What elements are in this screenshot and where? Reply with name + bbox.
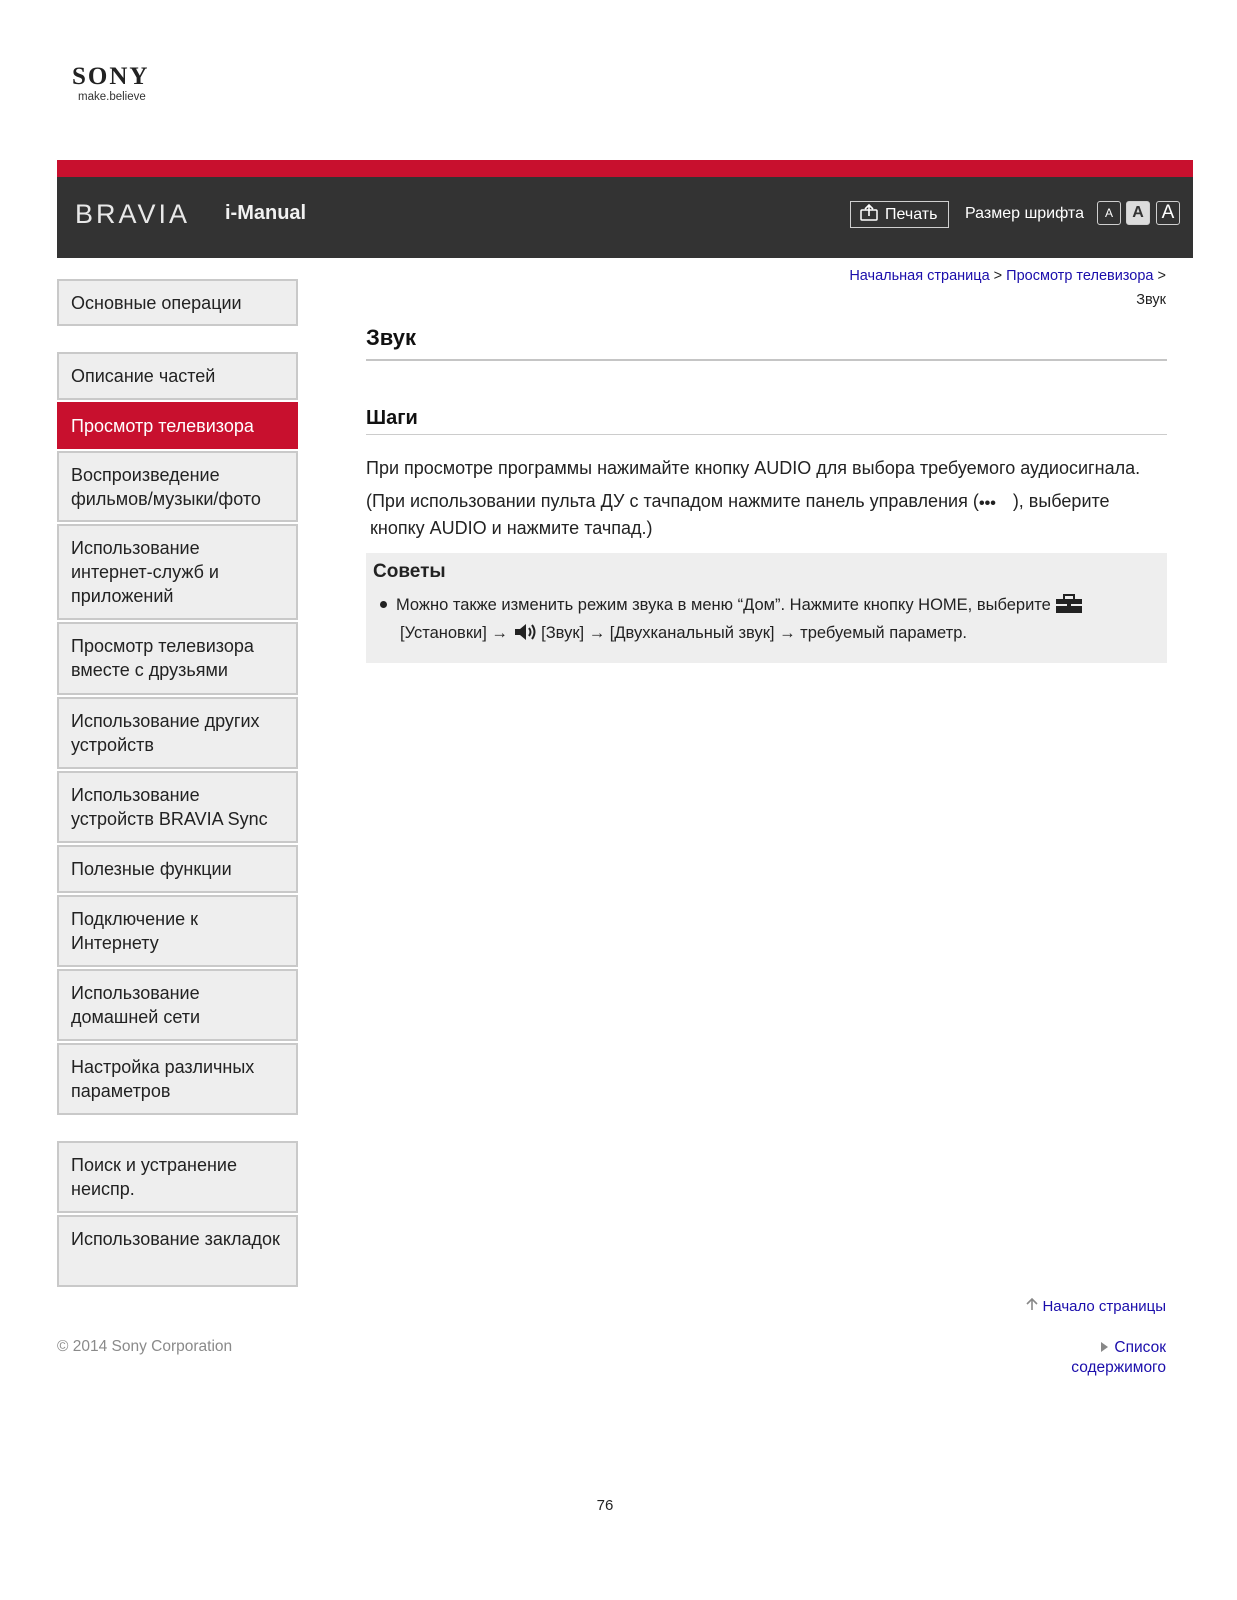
tips-heading: Советы (373, 561, 446, 582)
arrow-up-icon (1026, 1297, 1038, 1315)
contents-list-link[interactable] (1046, 1338, 1166, 1378)
font-size-small-button[interactable]: A (1097, 201, 1121, 225)
breadcrumb-parent-link[interactable]: Просмотр телевизора (1006, 268, 1154, 284)
contents-list-label: Список содержимого (1071, 1339, 1166, 1376)
tip-rest: [Звук] → [Двухканальный звук] → требуемый параметр. (541, 624, 967, 642)
breadcrumb-separator: > (993, 268, 1003, 284)
sidebar-item-useful-functions[interactable]: Полезные функции (57, 845, 298, 893)
sidebar-item-bookmarks[interactable]: Использование закладок (57, 1215, 298, 1287)
bullet-icon (380, 601, 387, 608)
page-top-label: Начало страницы (1042, 1297, 1166, 1315)
sidebar-item-watching-tv[interactable]: Просмотр телевизора (57, 402, 298, 449)
font-size-large-button[interactable]: A (1156, 201, 1180, 225)
page-title: Звук (366, 320, 1167, 361)
breadcrumb-separator: > (1157, 268, 1166, 284)
sidebar-item-internet-connection[interactable]: Подключение к Интернету (57, 895, 298, 967)
triangle-right-icon (1101, 1342, 1108, 1352)
sidebar-item-troubleshooting[interactable]: Поиск и устранение неиспр. (57, 1141, 298, 1213)
touchpad-note-end: ), выберите (1012, 491, 1110, 511)
tip-item (373, 593, 1159, 649)
tip-settings: [Установки] → (400, 624, 508, 642)
control-bar-icon (979, 494, 1013, 517)
font-size-medium-button[interactable]: A (1126, 201, 1150, 225)
touchpad-note-start: (При использовании пульта ДУ с тачпадом нажмите панель управления ( (366, 491, 979, 511)
print-label: Печать (885, 205, 938, 223)
sidebar-item-basic-operations[interactable]: Основные операции (57, 279, 298, 326)
breadcrumb-current: Звук (1136, 292, 1166, 308)
touchpad-note (366, 490, 1167, 540)
tip-line1: Можно также изменить режим звука в меню “Дом”. Нажмите кнопку HOME, выберите (396, 596, 1051, 614)
app-title: i-Manual (225, 202, 307, 224)
header-bar (57, 177, 1193, 258)
breadcrumb-home-link[interactable]: Начальная страница (849, 268, 990, 284)
speaker-icon (513, 622, 537, 649)
sony-brand: SONY (72, 63, 150, 90)
sony-logo (72, 64, 149, 104)
sidebar-item-parts-description[interactable]: Описание частей (57, 352, 298, 400)
sidebar-item-watch-with-friends[interactable]: Просмотр телевизора вместе с друзьями (57, 622, 298, 695)
touchpad-note-line2: кнопку AUDIO и нажмите тачпад.) (370, 518, 653, 538)
sidebar-item-internet-services[interactable]: Использование интернет-служб и приложений (57, 524, 298, 620)
print-button[interactable] (850, 201, 949, 228)
tips-box (366, 553, 1167, 663)
step-text: При просмотре программы нажимайте кнопку AUDIO для выбора требуемого аудиосигнала. (366, 458, 1141, 478)
breadcrumb (766, 264, 1166, 312)
print-icon (859, 203, 879, 226)
steps-heading: Шаги (366, 407, 1167, 435)
main-content (366, 320, 1167, 663)
toolbox-icon (1055, 594, 1083, 621)
page-number: 76 (596, 1497, 614, 1514)
page-top-link[interactable] (1026, 1297, 1166, 1315)
sony-tagline: make.believe (78, 91, 146, 103)
sidebar-item-playback[interactable]: Воспроизведение фильмов/музыки/фото (57, 451, 298, 522)
header-accent-stripe (57, 160, 1193, 177)
svg-text:•••: ••• (978, 495, 996, 511)
copyright: © 2014 Sony Corporation (57, 1338, 233, 1355)
sidebar-item-other-devices[interactable]: Использование других устройств (57, 697, 298, 769)
bravia-logo: BRAVIA (75, 199, 191, 229)
sidebar-item-home-network[interactable]: Использование домашней сети (57, 969, 298, 1041)
sidebar-item-settings[interactable]: Настройка различных параметров (57, 1043, 298, 1115)
font-size-label: Размер шрифта (965, 205, 1084, 222)
sidebar-item-bravia-sync[interactable]: Использование устройств BRAVIA Sync (57, 771, 298, 843)
